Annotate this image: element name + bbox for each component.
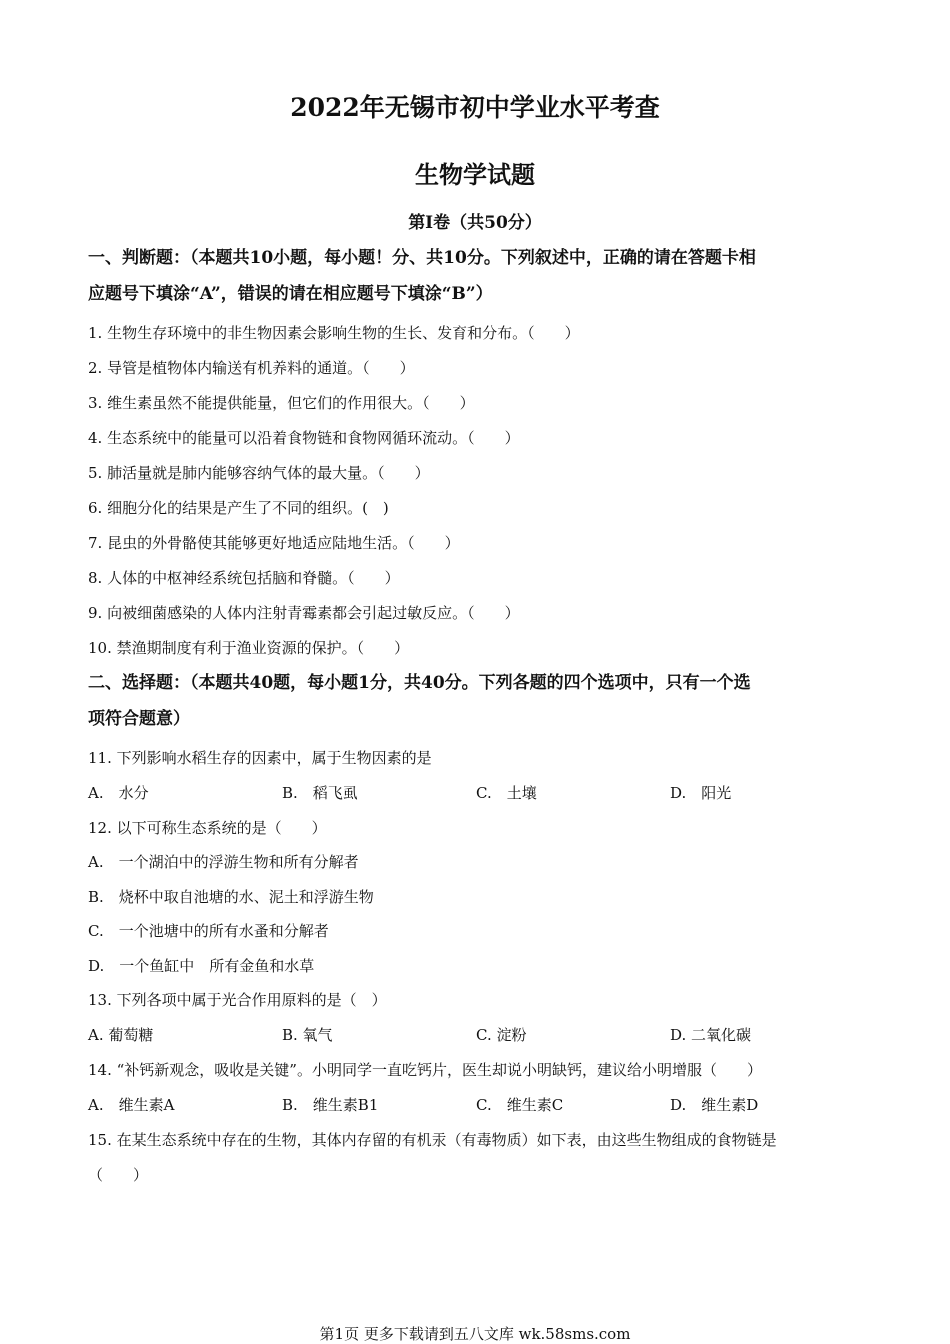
section2-heading-line2: 项符合题意）	[88, 709, 190, 729]
judgment-item-8: 8. 人体的中枢神经系统包括脑和脊髓。（ ）	[88, 569, 400, 587]
question-11-option-c: C. 土壤	[476, 784, 537, 802]
question-11-option-d: D. 阳光	[670, 784, 732, 802]
exam-title: 2022年无锡市初中学业水平考查	[290, 93, 660, 122]
question-15-stem-line2: （ ）	[88, 1166, 149, 1184]
question-12-option-a: A. 一个湖泊中的浮游生物和所有分解者	[88, 853, 359, 871]
judgment-item-10: 10. 禁渔期制度有利于渔业资源的保护。（ ）	[88, 639, 410, 657]
section1-heading-line2: 应题号下填涂“A”，错误的请在相应题号下填涂“B”）	[88, 284, 493, 304]
judgment-item-4: 4. 生态系统中的能量可以沿着食物链和食物网循环流动。（ ）	[88, 429, 520, 447]
question-12-stem: 12. 以下可称生态系统的是（ ）	[88, 819, 327, 837]
question-14-option-a: A. 维生素A	[88, 1096, 175, 1114]
judgment-item-9: 9. 向被细菌感染的人体内注射青霉素都会引起过敏反应。（ ）	[88, 604, 520, 622]
exam-subtitle: 生物学试题	[415, 160, 535, 189]
section2-heading	[88, 665, 858, 737]
page-footer: 第1页 更多下载请到五八文库 wk.58sms.com	[319, 1325, 631, 1343]
question-13-option-b: B. 氧气	[282, 1026, 333, 1044]
section2-heading-line1: 二、选择题：（本题共40题，每小题1分，共40分。下列各题的四个选项中，只有一个选	[88, 673, 751, 693]
question-12-option-d: D. 一个鱼缸中 所有金鱼和水草	[88, 957, 315, 975]
question-12-option-b: B. 烧杯中取自池塘的水、泥土和浮游生物	[88, 888, 374, 906]
question-14-stem: 14. “补钙新观念，吸收是关键”。小明同学一直吃钙片，医生却说小明缺钙，建议给小明增服（ ）	[88, 1061, 762, 1079]
question-13-option-c: C. 淀粉	[476, 1026, 527, 1044]
question-13-option-d: D. 二氧化碳	[670, 1026, 752, 1044]
judgment-item-1: 1. 生物生存环境中的非生物因素会影响生物的生长、发育和分布。（ ）	[88, 324, 580, 342]
question-14-option-b: B. 维生素B1	[282, 1096, 379, 1114]
judgment-item-3: 3. 维生素虽然不能提供能量，但它们的作用很大。（ ）	[88, 394, 475, 412]
question-12-option-c: C. 一个池塘中的所有水蚤和分解者	[88, 922, 329, 940]
question-13-option-a: A. 葡萄糖	[88, 1026, 154, 1044]
question-14-option-c: C. 维生素C	[476, 1096, 564, 1114]
section1-heading-line1: 一、判断题：（本题共10小题，每小题！分、共10分。下列叙述中，正确的请在答题卡相	[88, 248, 756, 268]
question-14-option-d: D. 维生素D	[670, 1096, 759, 1114]
question-15-stem-line1: 15. 在某生态系统中存在的生物，其体内存留的有机汞（有毒物质）如下表，由这些生物组成的食物链是	[88, 1131, 777, 1149]
question-13-stem: 13. 下列各项中属于光合作用原料的是（ ）	[88, 991, 387, 1009]
judgment-item-6: 6. 细胞分化的结果是产生了不同的组织。( )	[88, 499, 389, 517]
question-11-option-b: B. 稻飞虱	[282, 784, 358, 802]
judgment-item-7: 7. 昆虫的外骨骼使其能够更好地适应陆地生活。（ ）	[88, 534, 460, 552]
question-11-stem: 11. 下列影响水稻生存的因素中，属于生物因素的是	[88, 749, 432, 767]
judgment-item-2: 2. 导管是植物体内输送有机养料的通道。（ ）	[88, 359, 415, 377]
section1-heading	[88, 240, 858, 312]
volume-heading: 第Ⅰ卷（共50分）	[408, 213, 542, 233]
judgment-item-5: 5. 肺活量就是肺内能够容纳气体的最大量。（ ）	[88, 464, 430, 482]
question-11-option-a: A. 水分	[88, 784, 149, 802]
